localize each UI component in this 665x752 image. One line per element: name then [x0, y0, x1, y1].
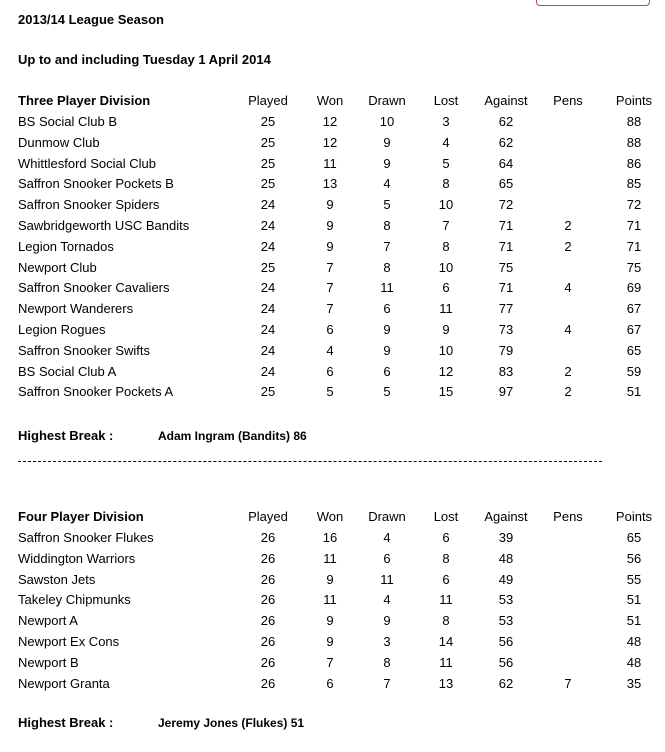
cell-points: 88 — [626, 114, 642, 129]
cell-won: 12 — [322, 134, 338, 150]
table-header — [18, 91, 663, 112]
cell-lost: 8 — [442, 238, 450, 254]
cell-pens: 2 — [564, 238, 572, 254]
cell-points: 86 — [626, 155, 642, 171]
cell-played: 25 — [260, 155, 276, 171]
table-row — [18, 362, 663, 383]
cell-points: 67 — [626, 321, 642, 337]
cell-played: 24 — [260, 321, 276, 337]
col-against: Against — [484, 93, 528, 108]
cell-lost: 8 — [442, 550, 450, 566]
cell-points: 67 — [626, 301, 642, 317]
cell-team-name: Whittlesford Social Club — [18, 155, 156, 171]
cell-drawn: 3 — [383, 633, 391, 649]
cell-lost: 5 — [442, 155, 450, 171]
cell-played: 26 — [260, 530, 276, 545]
cell-points: 56 — [626, 550, 642, 566]
cell-won: 7 — [326, 654, 334, 670]
cell-points: 69 — [626, 280, 642, 296]
col-points: Points — [615, 93, 653, 108]
highest-break-three — [18, 428, 307, 443]
cell-drawn: 9 — [383, 321, 391, 337]
cell-won: 9 — [326, 571, 334, 587]
cell-played: 25 — [260, 259, 276, 275]
cell-points: 48 — [626, 654, 642, 670]
cell-against: 72 — [498, 197, 514, 213]
cell-drawn: 5 — [383, 197, 391, 213]
cell-points: 71 — [626, 238, 642, 254]
cell-won: 9 — [326, 197, 334, 213]
cell-lost: 9 — [442, 321, 450, 337]
cell-drawn: 5 — [383, 384, 391, 400]
cell-drawn: 4 — [383, 592, 391, 608]
cell-team-name: Newport Club — [18, 259, 97, 275]
cell-team-name: Newport Granta — [18, 675, 110, 691]
three-player-division — [18, 91, 663, 403]
cell-won: 11 — [323, 155, 337, 171]
table-row — [18, 590, 663, 611]
cell-played: 26 — [260, 613, 276, 629]
table-row — [18, 216, 663, 237]
cell-against: 75 — [498, 259, 514, 275]
cell-pens: 4 — [564, 321, 572, 337]
table-row — [18, 278, 663, 299]
cell-drawn: 9 — [383, 155, 391, 171]
cell-lost: 7 — [442, 217, 450, 233]
cell-played: 26 — [260, 550, 276, 566]
cell-won: 13 — [322, 176, 338, 192]
cell-team-name: Saffron Snooker Flukes — [18, 530, 154, 545]
cell-team-name: Sawbridgeworth USC Bandits — [18, 217, 190, 233]
col-played: Played — [248, 509, 288, 524]
cell-against: 97 — [498, 384, 514, 400]
cell-against: 64 — [498, 155, 514, 171]
cell-played: 25 — [260, 134, 276, 150]
cell-lost: 11 — [439, 301, 453, 317]
cell-team-name: Saffron Snooker Swifts — [18, 342, 150, 358]
cell-played: 26 — [260, 633, 276, 649]
cell-lost: 3 — [442, 114, 450, 129]
cell-drawn: 11 — [380, 571, 394, 587]
cell-team-name: Dunmow Club — [18, 134, 100, 150]
cell-points: 65 — [626, 530, 642, 545]
cell-won: 5 — [326, 384, 334, 400]
cell-pens: 2 — [564, 217, 572, 233]
cell-played: 26 — [260, 654, 276, 670]
cell-team-name: Saffron Snooker Pockets A — [18, 384, 174, 400]
cell-won: 6 — [326, 363, 334, 379]
cell-won: 9 — [326, 613, 334, 629]
cell-against: 53 — [498, 613, 514, 629]
cell-points: 72 — [626, 197, 642, 213]
cell-won: 11 — [323, 550, 337, 566]
cell-against: 79 — [498, 342, 514, 358]
cell-points: 51 — [626, 613, 642, 629]
col-lost: Lost — [433, 93, 459, 108]
table-row — [18, 632, 663, 653]
table-row — [18, 674, 663, 695]
cell-lost: 6 — [442, 530, 450, 545]
table-row — [18, 549, 663, 570]
cell-points: 85 — [626, 176, 642, 192]
cell-team-name: Newport B — [18, 654, 79, 670]
cell-team-name: Newport Ex Cons — [18, 633, 120, 649]
cell-played: 24 — [260, 301, 276, 317]
division-title: Four Player Division — [18, 509, 144, 524]
four-player-division — [18, 507, 663, 694]
col-pens: Pens — [553, 93, 583, 108]
cell-team-name: Newport A — [18, 613, 78, 629]
cell-pens: 2 — [564, 363, 572, 379]
cell-pens: 2 — [564, 384, 572, 400]
cell-against: 71 — [498, 280, 514, 296]
cell-drawn: 8 — [383, 259, 391, 275]
cell-points: 51 — [626, 384, 642, 400]
cell-played: 24 — [260, 238, 276, 254]
highest-break-label: Highest Break : — [18, 428, 114, 443]
cell-points: 59 — [626, 363, 642, 379]
table-row — [18, 320, 663, 341]
table-row — [18, 570, 663, 591]
table-row — [18, 653, 663, 674]
cell-played: 26 — [260, 571, 276, 587]
cell-against: 62 — [498, 114, 514, 129]
col-drawn: Drawn — [368, 509, 406, 524]
cell-drawn: 6 — [383, 301, 391, 317]
cell-drawn: 6 — [383, 363, 391, 379]
cell-points: 71 — [626, 217, 642, 233]
cell-points: 88 — [626, 134, 642, 150]
cell-against: 83 — [498, 363, 514, 379]
cell-lost: 8 — [442, 613, 450, 629]
cell-played: 24 — [260, 197, 276, 213]
highest-break-label: Highest Break : — [18, 715, 114, 730]
cell-lost: 15 — [438, 384, 454, 400]
table-row — [18, 195, 663, 216]
cell-drawn: 9 — [383, 613, 391, 629]
top-right-button[interactable] — [536, 0, 650, 6]
cell-team-name: BS Social Club B — [18, 114, 117, 129]
cell-played: 24 — [260, 217, 276, 233]
cell-against: 71 — [498, 238, 514, 254]
cell-pens: 7 — [564, 675, 572, 691]
cell-played: 25 — [260, 176, 276, 192]
cell-lost: 12 — [438, 363, 454, 379]
cell-against: 56 — [498, 654, 514, 670]
cell-points: 48 — [626, 633, 642, 649]
cell-lost: 14 — [438, 633, 454, 649]
cell-against: 71 — [498, 217, 514, 233]
cell-team-name: Widdington Warriors — [18, 550, 136, 566]
col-won: Won — [316, 509, 344, 524]
section-divider — [18, 461, 602, 462]
table-row — [18, 528, 663, 549]
table-row — [18, 174, 663, 195]
division-title: Three Player Division — [18, 93, 151, 108]
col-pens: Pens — [553, 509, 583, 524]
cell-pens: 4 — [564, 280, 572, 296]
cell-won: 12 — [322, 114, 338, 129]
cell-lost: 10 — [438, 197, 454, 213]
cell-points: 35 — [626, 675, 642, 691]
cell-drawn: 4 — [383, 530, 391, 545]
table-row — [18, 112, 663, 133]
cell-won: 11 — [323, 592, 337, 608]
cell-won: 9 — [326, 238, 334, 254]
cell-drawn: 9 — [383, 342, 391, 358]
cell-played: 24 — [260, 363, 276, 379]
cell-drawn: 9 — [383, 134, 391, 150]
cell-lost: 13 — [438, 675, 454, 691]
highest-break-value: Jeremy Jones (Flukes) 51 — [158, 716, 305, 730]
cell-against: 39 — [498, 530, 514, 545]
table-row — [18, 237, 663, 258]
cell-played: 24 — [260, 342, 276, 358]
cell-played: 26 — [260, 675, 276, 691]
cell-points: 55 — [626, 571, 642, 587]
cell-won: 6 — [326, 675, 334, 691]
cell-team-name: Saffron Snooker Pockets B — [18, 176, 174, 192]
cell-lost: 6 — [442, 571, 450, 587]
cell-won: 4 — [326, 342, 334, 358]
cell-against: 56 — [498, 633, 514, 649]
col-lost: Lost — [433, 509, 459, 524]
cell-won: 9 — [326, 633, 334, 649]
table-row — [18, 341, 663, 362]
cell-team-name: Legion Tornados — [18, 238, 114, 254]
cell-against: 53 — [498, 592, 514, 608]
cell-won: 7 — [326, 280, 334, 296]
cell-drawn: 6 — [383, 550, 391, 566]
cell-against: 62 — [498, 675, 514, 691]
cell-lost: 11 — [439, 592, 453, 608]
cell-played: 26 — [260, 592, 276, 608]
cell-won: 6 — [326, 321, 334, 337]
table-body — [18, 112, 663, 403]
cell-won: 7 — [326, 301, 334, 317]
col-points: Points — [615, 509, 653, 524]
cell-drawn: 8 — [383, 217, 391, 233]
cell-against: 65 — [498, 176, 514, 192]
cell-against: 62 — [498, 134, 514, 150]
cell-played: 25 — [260, 114, 276, 129]
season-title: 2013/14 League Season — [18, 12, 164, 27]
cell-played: 25 — [260, 384, 276, 400]
cell-team-name: BS Social Club A — [18, 363, 117, 379]
cell-won: 7 — [326, 259, 334, 275]
cell-played: 24 — [260, 280, 276, 296]
col-played: Played — [248, 93, 288, 108]
table-body — [18, 528, 663, 694]
cell-won: 16 — [322, 530, 338, 545]
cell-drawn: 4 — [383, 176, 391, 192]
cell-drawn: 11 — [380, 280, 394, 296]
table-row — [18, 258, 663, 279]
cell-lost: 10 — [438, 342, 454, 358]
table-row — [18, 133, 663, 154]
cell-against: 48 — [498, 550, 514, 566]
table-row — [18, 611, 663, 632]
table-row — [18, 154, 663, 175]
cell-team-name: Takeley Chipmunks — [18, 592, 131, 608]
cell-team-name: Saffron Snooker Cavaliers — [18, 280, 170, 296]
cell-drawn: 7 — [383, 238, 391, 254]
col-against: Against — [484, 509, 528, 524]
cell-lost: 11 — [439, 654, 453, 670]
cell-won: 9 — [326, 217, 334, 233]
date-subtitle: Up to and including Tuesday 1 April 2014 — [18, 52, 271, 67]
cell-lost: 8 — [442, 176, 450, 192]
cell-against: 77 — [498, 301, 514, 317]
cell-team-name: Saffron Snooker Spiders — [18, 197, 160, 213]
cell-points: 65 — [626, 342, 642, 358]
highest-break-value: Adam Ingram (Bandits) 86 — [158, 429, 307, 443]
cell-against: 49 — [498, 571, 514, 587]
cell-team-name: Legion Rogues — [18, 321, 106, 337]
table-header — [18, 507, 663, 528]
cell-points: 51 — [626, 592, 642, 608]
cell-drawn: 10 — [379, 114, 395, 129]
cell-drawn: 7 — [383, 675, 391, 691]
cell-team-name: Sawston Jets — [18, 571, 96, 587]
cell-lost: 6 — [442, 280, 450, 296]
col-won: Won — [316, 93, 344, 108]
table-row — [18, 382, 663, 403]
table-row — [18, 299, 663, 320]
cell-against: 73 — [498, 321, 514, 337]
highest-break-four — [18, 715, 304, 730]
cell-lost: 4 — [442, 134, 450, 150]
cell-team-name: Newport Wanderers — [18, 301, 134, 317]
cell-lost: 10 — [438, 259, 454, 275]
cell-drawn: 8 — [383, 654, 391, 670]
cell-points: 75 — [626, 259, 642, 275]
col-drawn: Drawn — [368, 93, 406, 108]
